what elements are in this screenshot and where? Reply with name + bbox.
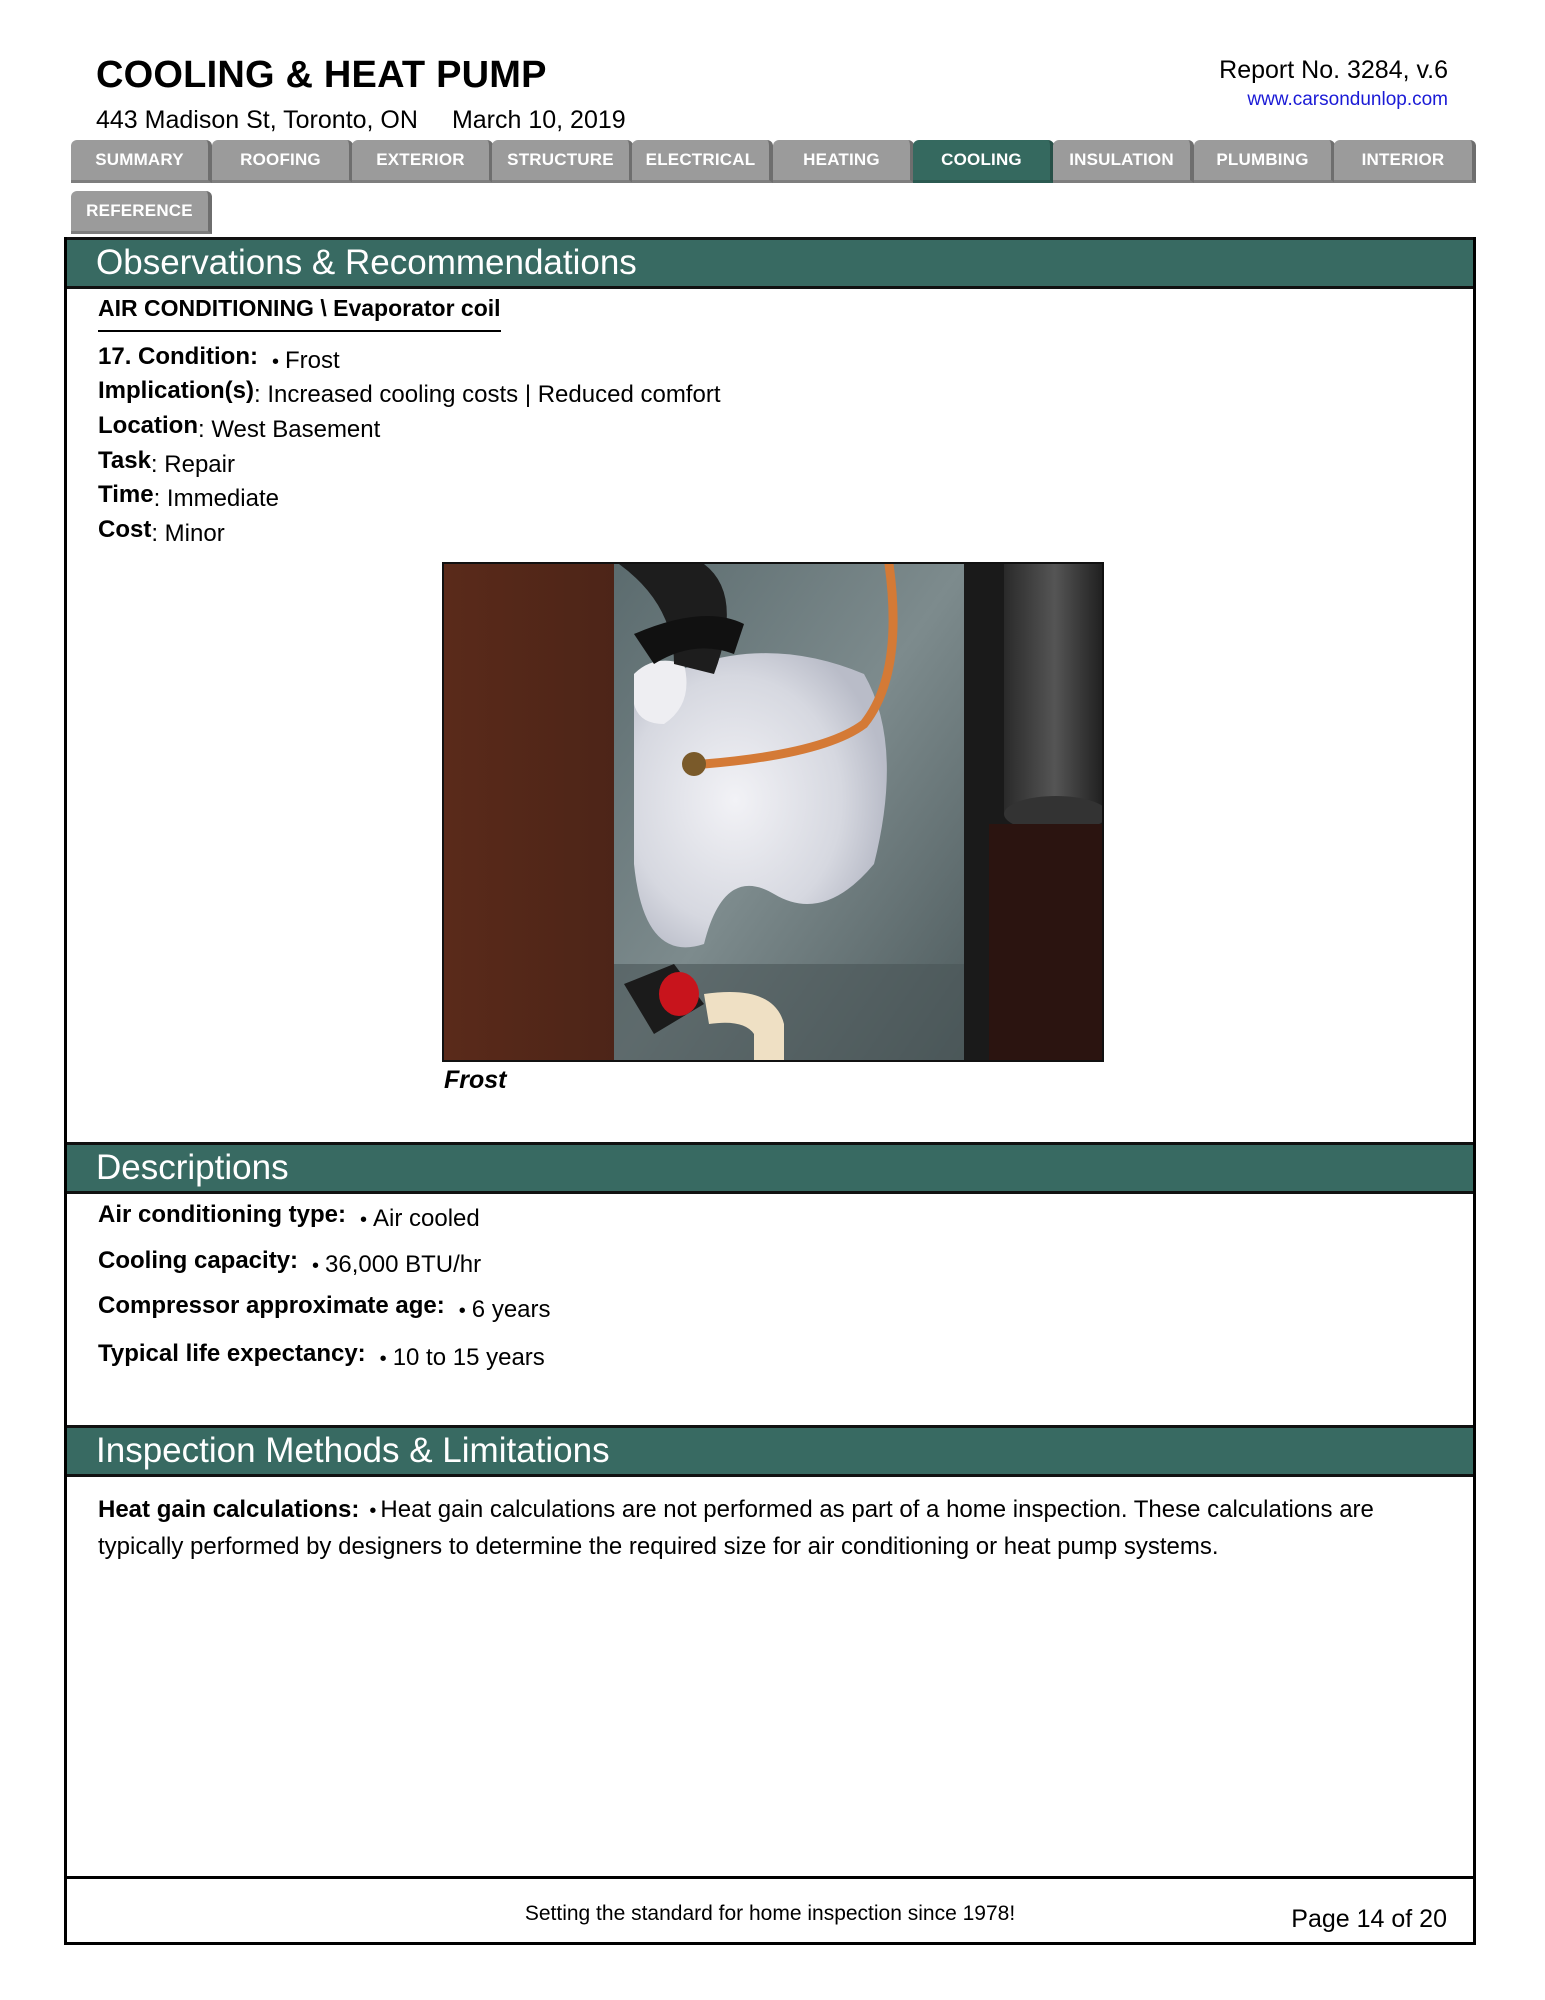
- report-title: COOLING & HEAT PUMP: [96, 54, 547, 96]
- cost-row: [98, 516, 225, 547]
- time-label: Time: [98, 481, 154, 508]
- description-label: Compressor approximate age:: [98, 1292, 445, 1319]
- description-row: [98, 1247, 482, 1278]
- condition-label: 17. Condition:: [98, 343, 258, 370]
- tab-electrical[interactable]: ELECTRICAL: [632, 140, 773, 183]
- heat-gain-paragraph: [98, 1492, 1458, 1565]
- location-label: Location: [98, 412, 198, 439]
- bullet-icon: •: [312, 1255, 320, 1277]
- implications-row: [98, 377, 721, 408]
- photo-caption: Frost: [444, 1066, 507, 1094]
- methods-header: Inspection Methods & Limitations: [67, 1425, 1473, 1477]
- report-date: March 10, 2019: [451, 106, 626, 134]
- description-row: [98, 1292, 551, 1323]
- tab-roofing[interactable]: ROOFING: [212, 140, 353, 183]
- description-row: [98, 1340, 545, 1371]
- bullet-icon: •: [271, 351, 279, 373]
- tab-heating[interactable]: HEATING: [773, 140, 914, 183]
- implications-value: : Increased cooling costs | Reduced comfort: [254, 381, 721, 408]
- condition-value: Frost: [285, 347, 340, 374]
- page-number: Page 14 of 20: [1291, 1905, 1447, 1933]
- tab-insulation[interactable]: INSULATION: [1053, 140, 1194, 183]
- description-label: Typical life expectancy:: [98, 1340, 366, 1367]
- description-value: 10 to 15 years: [392, 1344, 545, 1371]
- observation-subheading: AIR CONDITIONING \ Evaporator coil: [98, 295, 501, 332]
- time-value: : Immediate: [153, 485, 279, 512]
- footer-tagline: Setting the standard for home inspection since 1978!: [524, 1902, 1016, 1925]
- description-value: 36,000 BTU/hr: [325, 1251, 482, 1278]
- tab-cooling[interactable]: COOLING: [913, 140, 1054, 183]
- description-row: [98, 1201, 480, 1232]
- report-number: Report No. 3284, v.6: [1219, 56, 1448, 84]
- website-link[interactable]: www.carsondunlop.com: [1247, 89, 1448, 110]
- condition-row: [98, 343, 340, 374]
- observations-header: Observations & Recommendations: [67, 237, 1473, 289]
- tab-structure[interactable]: STRUCTURE: [492, 140, 633, 183]
- frost-photo: [442, 562, 1104, 1062]
- cost-value: : Minor: [151, 520, 225, 547]
- implications-label: Implication(s): [98, 377, 255, 404]
- description-value: 6 years: [471, 1296, 551, 1323]
- tab-exterior[interactable]: EXTERIOR: [352, 140, 493, 183]
- tab-reference[interactable]: REFERENCE: [71, 191, 212, 234]
- address-line: [96, 106, 626, 135]
- task-row: [98, 447, 235, 478]
- report-frame: [64, 237, 1476, 1945]
- tab-interior[interactable]: INTERIOR: [1334, 140, 1476, 183]
- tab-plumbing[interactable]: PLUMBING: [1194, 140, 1335, 183]
- task-value: : Repair: [150, 451, 235, 478]
- location-value: : West Basement: [198, 416, 381, 443]
- bullet-icon: •: [458, 1300, 466, 1322]
- time-row: [98, 481, 279, 512]
- location-row: [98, 412, 381, 443]
- task-label: Task: [98, 447, 151, 474]
- description-value: Air cooled: [373, 1205, 480, 1232]
- address: 443 Madison St, Toronto, ON: [96, 106, 418, 134]
- footer-divider: [67, 1876, 1473, 1879]
- descriptions-header: Descriptions: [67, 1142, 1473, 1194]
- heat-gain-text: Heat gain calculations are not performed as part of a home inspection. These calculations are typically performed by designers to determine the required size for air conditioning or heat pump systems.: [98, 1496, 1374, 1560]
- cost-label: Cost: [98, 516, 152, 543]
- tab-summary[interactable]: SUMMARY: [71, 140, 212, 183]
- heat-gain-label: Heat gain calculations:: [98, 1496, 360, 1523]
- description-label: Cooling capacity:: [98, 1247, 299, 1274]
- bullet-icon: •: [379, 1348, 387, 1370]
- bullet-icon: •: [369, 1500, 377, 1522]
- bullet-icon: •: [359, 1209, 367, 1231]
- description-label: Air conditioning type:: [98, 1201, 346, 1228]
